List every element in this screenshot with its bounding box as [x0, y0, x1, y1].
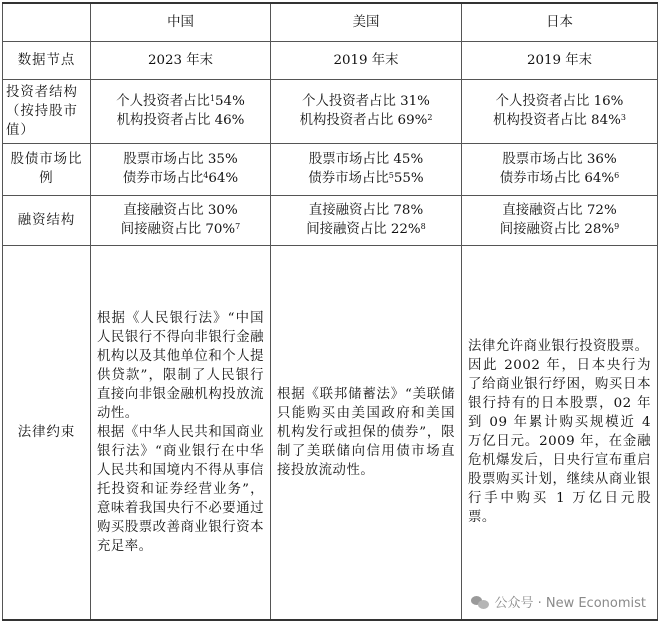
jp-finance-line2: [468, 220, 651, 239]
us-market-line1: 股票市场占比 45%: [308, 152, 424, 167]
table-row-investor: [3, 79, 658, 143]
cn-investor-line1: [97, 92, 264, 111]
cn-market-line2-text: 债券市场占比: [122, 171, 204, 186]
footnote-marker: 2: [427, 113, 433, 122]
row-label-legal: 法律约束: [3, 245, 91, 620]
wechat-icon: [471, 595, 489, 609]
footnote-marker: 1: [209, 94, 216, 103]
cell-us-finance: [271, 195, 462, 245]
us-investor-line1: 个人投资者占比 31%: [302, 94, 430, 109]
cn-finance-line1: 直接融资占比 30%: [123, 203, 238, 218]
header-china: 中国: [91, 3, 271, 41]
cn-market-line2-value: 64%: [208, 171, 239, 186]
cell-us-market: [271, 143, 462, 195]
us-investor-line2: [277, 111, 455, 130]
table-header-row: [3, 3, 658, 41]
footnote-marker: 4: [203, 171, 209, 180]
comparison-table: [2, 2, 658, 621]
jp-market-line2-text: 债券市场占比 64%: [499, 171, 615, 186]
cn-finance-line2: [97, 220, 264, 239]
jp-legal-paragraph-2: 因此 2002 年，日本央行为了给商业银行纾困，购买日本银行持有的日本股票，02 年到 09 年累计购买规模近 4 万亿日元。2009 年，在金融危机爆发后，日央行宣布重启股票购买计划，继续从商业银行手中购买 1 万亿日元股票。: [468, 358, 651, 526]
cell-jp-finance: [462, 195, 658, 245]
footnote-marker: 3: [620, 113, 626, 122]
cn-investor-line2: 机构投资者占比 46%: [116, 113, 245, 128]
row-label-finance: 融资结构: [3, 195, 91, 245]
cell-jp-legal: [462, 245, 658, 620]
watermark-text: 公众号 · New Economist: [494, 596, 646, 611]
jp-market-line2: [468, 169, 651, 188]
table-row-data-node: [3, 41, 658, 79]
cn-market-line1: 股票市场占比 35%: [123, 152, 238, 167]
cn-investor-line1-text: 个人投资者占比: [116, 94, 210, 109]
row-label-investor: 投资者结构（按持股市值）: [3, 79, 91, 143]
cell-cn-investor: [91, 79, 271, 143]
row-label-market: 股债市场比例: [3, 143, 91, 195]
us-finance-line2-text: 间接融资占比 22%: [306, 222, 421, 237]
jp-investor-line2-text: 机构投资者占比 84%: [493, 113, 621, 128]
jp-market-line1: 股票市场占比 36%: [502, 152, 617, 167]
jp-investor-line1: 个人投资者占比 16%: [495, 94, 624, 109]
us-market-line2-text: 债券市场占比: [308, 171, 389, 186]
header-usa: 美国: [271, 3, 462, 41]
cn-legal-paragraph-2: 根据《中华人民共和国商业银行法》“商业银行在中华人民共和国境内不得从事信托投资和证券经营业务”，意味着我国央行不必要通过购买股票改善商业银行资本充足率。: [97, 424, 264, 554]
us-market-line2-value: 55%: [393, 171, 424, 186]
cell-us-investor: [271, 79, 462, 143]
us-finance-line1: 直接融资占比 78%: [308, 203, 424, 218]
jp-legal-paragraph-1: 法律允许商业银行投资股票。: [468, 339, 649, 355]
cell-cn-legal: [91, 245, 271, 620]
table-row-market: [3, 143, 658, 195]
jp-investor-line2: [468, 111, 651, 130]
cell-us-legal: [271, 245, 462, 620]
header-blank-cell: [3, 3, 91, 41]
footnote-marker: 9: [614, 222, 620, 231]
watermark: [471, 592, 646, 611]
footnote-marker: 5: [388, 171, 394, 180]
table-row-legal: [3, 245, 658, 620]
cell-jp-market: [462, 143, 658, 195]
cell-cn-market: [91, 143, 271, 195]
cn-finance-line2-text: 间接融资占比 70%: [120, 222, 236, 237]
cell-jp-data-node: 2019 年末: [462, 41, 658, 79]
cell-us-data-node: 2019 年末: [271, 41, 462, 79]
footnote-marker: 8: [420, 222, 426, 231]
cn-legal-paragraph-1: 根据《人民银行法》“中国人民银行不得向非银行金融机构以及其他单位和个人提供贷款”，限制了人民银行直接向非银金融机构投放流动性。: [97, 310, 264, 421]
us-legal-paragraph-1: 根据《联邦储蓄法》“美联储只能购买由美国政府和美国机构发行或担保的债券”，限制了美联储向信用债市场直接投放流动性。: [277, 386, 455, 478]
footnote-marker: 7: [235, 222, 241, 231]
us-market-line2: [277, 169, 455, 188]
us-finance-line2: [277, 220, 455, 239]
jp-finance-line2-text: 间接融资占比 28%: [499, 222, 615, 237]
cell-jp-investor: [462, 79, 658, 143]
cell-cn-data-node: 2023 年末: [91, 41, 271, 79]
footnote-marker: 6: [614, 171, 620, 180]
jp-finance-line1: 直接融资占比 72%: [502, 203, 617, 218]
table-row-finance: [3, 195, 658, 245]
cell-cn-finance: [91, 195, 271, 245]
us-investor-line2-text: 机构投资者占比 69%: [299, 113, 428, 128]
row-label-data-node: 数据节点: [3, 41, 91, 79]
cn-market-line2: [97, 169, 264, 188]
header-japan: 日本: [462, 3, 658, 41]
cn-investor-line1-value: 54%: [215, 94, 245, 109]
